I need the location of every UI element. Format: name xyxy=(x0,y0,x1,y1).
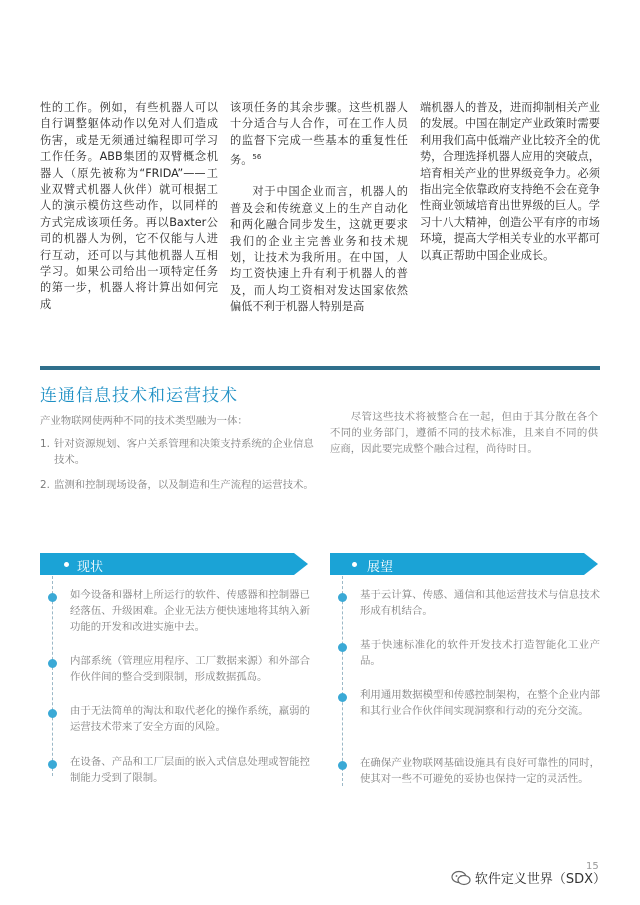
bullet-icon xyxy=(48,659,57,668)
tech-type-list xyxy=(40,436,320,502)
column-1-text: 性的工作。例如，有些机器人可以自行调整躯体动作以免对人们造成伤害，或是无须通过编程即可学习工作任务。ABB集团的双臂概念机器人（原先被称为“FRIDA”——工业双臂式机器人伙伴）就可根据工人的演示模仿这些动作，以同样的方式完成该项任务。再以Baxter公司的机器人为例，它不仅能与人进行互动，还可以与其他机器人互相学习。如果公司给出一项特定任务的第一步，机器人将计算出如何完成 xyxy=(40,101,218,311)
bullet-icon xyxy=(48,760,57,769)
article-column-1 xyxy=(40,100,218,313)
column-3-text: 端机器人的普及，进而抑制相关产业的发展。中国在制定产业政策时需要利用我们高中低端产业比较齐全的优势，合理选择机器人应用的突破点，培育相关产业的世界级竞争力。必须指出完全依靠政府支持绝不会在竞争性商业领域培育出世界级的巨人。学习十八大精神，创造公平有序的市场环境，提高大学相关专业的水平都可以真正帮助中国企业成长。 xyxy=(420,101,600,262)
list-item-text: 针对资源规划、客户关系管理和决策支持系统的企业信息技术。 xyxy=(54,438,314,466)
bullet-icon xyxy=(338,643,347,652)
status-item: 在设备、产品和工厂层面的嵌入式信息处理或智能控制能力受到了限制。 xyxy=(70,756,310,784)
bullet-icon xyxy=(48,593,57,602)
status-timeline-line xyxy=(52,576,53,776)
column-2-text-a xyxy=(230,100,408,169)
list-item-text: 监测和控制现场设备，以及制造和生产流程的运营技术。 xyxy=(54,479,314,491)
status-item: 如今设备和器材上所运行的软件、传感器和控制器已经落伍、升级困难。企业无法方便快速地将其纳入新功能的开发和改进实施中去。 xyxy=(70,589,310,633)
outlook-item: 利用通用数据模型和传感控制架构，在整个企业内部和其行业合作伙伴间实现洞察和行动的充分交流。 xyxy=(360,689,600,717)
status-header xyxy=(40,553,294,575)
outlook-header xyxy=(330,553,584,575)
list-item-number: 2. xyxy=(40,479,50,491)
watermark xyxy=(451,868,606,887)
outlook-timeline-line xyxy=(342,576,343,786)
article-column-2 xyxy=(230,100,408,316)
bullet-icon xyxy=(338,593,347,602)
outlook-item: 基于云计算、传感、通信和其他运营技术与信息技术形成有机结合。 xyxy=(360,589,600,617)
bullet-icon xyxy=(48,709,57,718)
header-dot-icon xyxy=(352,562,357,567)
outlook-item: 基于快速标准化的软件开发技术打造智能化工业产品。 xyxy=(360,639,600,667)
status-item: 由于无法简单的淘汰和取代老化的操作系统，羸弱的运营技术带来了安全方面的风险。 xyxy=(70,705,310,733)
section-title: 连通信息技术和运营技术 xyxy=(40,386,238,406)
bullet-icon xyxy=(338,693,347,702)
section-intro: 产业物联网使两种不同的技术类型融为一体： xyxy=(40,415,248,427)
outlook-item: 在确保产业物联网基础设施具有良好可靠性的同时，使其对一些不可避免的妥协也保持一定的灵活性。 xyxy=(360,757,600,785)
bullet-icon xyxy=(338,761,347,770)
status-item: 内部系统（管理应用程序、工厂数据来源）和外部合作伙伴间的整合受到限制，形成数据孤岛。 xyxy=(70,655,310,683)
watermark-text: 软件定义世界（SDX） xyxy=(474,872,606,887)
wechat-icon xyxy=(451,870,471,886)
column-2-text-b: 对于中国企业而言，机器人的普及会和传统意义上的生产自动化和两化融合同步发生，这就更要求我们的企业主完善业务和技术规划，让技术为我所用。在中国，人均工资快速上升有利于机器人的普及，而人均工资相对发达国家依然偏低不利于机器人特别是高 xyxy=(230,185,408,314)
status-header-label: 现状 xyxy=(77,560,104,575)
footnote-ref[interactable]: 56 xyxy=(252,153,262,162)
column-2-text-a-body: 该项任务的其余步骤。这些机器人十分适合与人合作，可在工作人员的监督下完成一些基本的重复性任务。 xyxy=(230,101,408,167)
list-item xyxy=(40,477,320,493)
section-right-paragraph: 尽管这些技术将被整合在一起，但由于其分散在各个不同的业务部门，遵循不同的技术标准，且来自不同的供应商，因此要完成整个融合过程，尚待时日。 xyxy=(330,411,598,455)
list-item-number: 1. xyxy=(40,438,50,450)
page-number: 15 xyxy=(586,861,599,872)
header-dot-icon xyxy=(64,562,69,567)
article-column-3 xyxy=(420,100,600,264)
section-divider-bar xyxy=(40,366,600,370)
outlook-header-label: 展望 xyxy=(367,560,394,575)
list-item xyxy=(40,436,320,468)
